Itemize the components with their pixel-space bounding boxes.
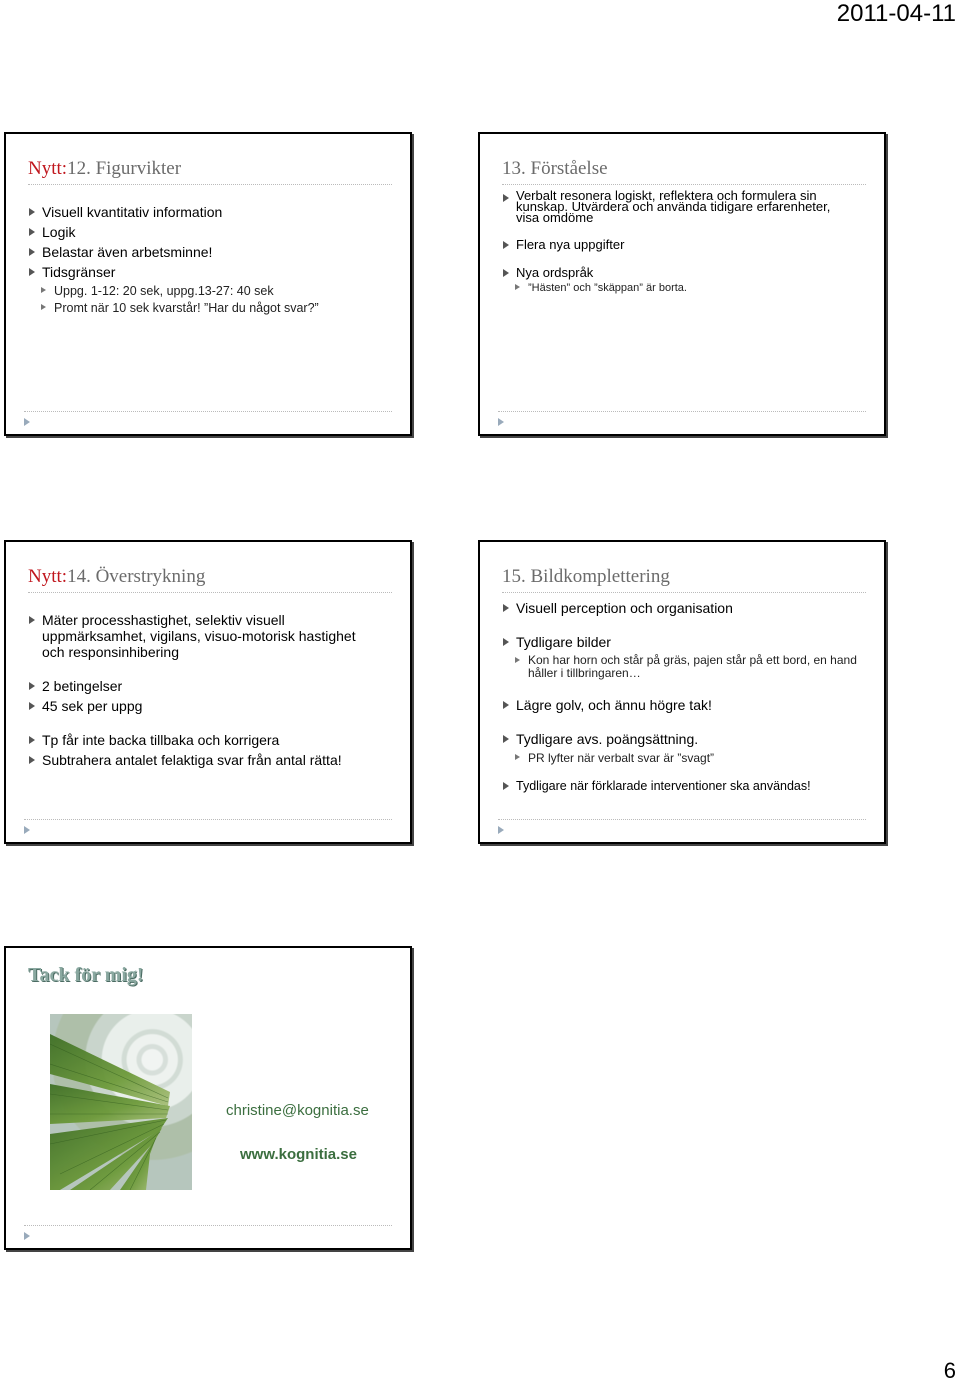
slide-title	[502, 566, 866, 593]
bullet-line: Verbalt resonera logiskt, reflektera och formulera sin	[516, 188, 817, 203]
fern-water-photo	[50, 1014, 192, 1190]
bullet: Subtrahera antalet felaktiga svar från antal rätta!	[28, 752, 380, 768]
slide-14-overstrykning	[4, 540, 412, 844]
slide-thanks	[4, 946, 412, 1250]
contact-email: christine@kognitia.se	[226, 1102, 369, 1119]
slide-body	[28, 612, 380, 772]
footer-arrow-icon	[24, 826, 30, 834]
sub-bullet: Kon har horn och står på gräs, pajen står på ett bord, en hand håller i tillbringaren…	[502, 654, 866, 680]
slide-12-figurvikter	[4, 132, 412, 436]
footer-arrow-icon	[498, 826, 504, 834]
slide-title-text: 15. Bildkomplettering	[502, 566, 670, 587]
sub-bullet: Promt när 10 sek kvarstår! ”Har du något svar?”	[28, 301, 392, 315]
bullet: Tydligare avs. poängsättning.	[502, 731, 866, 747]
footer-divider	[498, 819, 866, 820]
bullet: Nya ordspråk	[502, 265, 866, 281]
slide-title-text: 14. Överstrykning	[67, 566, 206, 587]
bullet: Lägre golv, och ännu högre tak!	[502, 697, 866, 713]
fern-leaf-illustration	[50, 1014, 192, 1190]
bullet: Tydligare bilder	[502, 634, 866, 650]
bullet	[502, 190, 866, 223]
nytt-prefix: Nytt:	[28, 158, 68, 179]
bullet: Flera nya uppgifter	[502, 237, 866, 253]
contact-website: www.kognitia.se	[240, 1146, 357, 1163]
footer-arrow-icon	[498, 418, 504, 426]
bullet: Logik	[28, 224, 392, 240]
footer-divider	[24, 411, 392, 412]
bullet: Visuell perception och organisation	[502, 600, 866, 616]
sub-bullet: PR lyfter när verbalt svar är ”svagt”	[502, 751, 866, 765]
slide-title	[502, 158, 866, 185]
bullet: Tydligare när förklarade interventioner ska användas!	[502, 778, 866, 794]
bullet-line: visa omdöme	[516, 210, 594, 225]
slide-body	[502, 190, 866, 298]
footer-divider	[24, 819, 392, 820]
nytt-prefix: Nytt:	[28, 566, 68, 587]
slide-body	[502, 600, 866, 798]
bullet: Tp får inte backa tillbaka och korrigera	[28, 732, 380, 748]
bullet-line: kunskap. Utvärdera och använda tidigare erfarenheter,	[516, 199, 831, 214]
page-number: 6	[943, 1358, 956, 1383]
bullet: Mäter processhastighet, selektiv visuell uppmärksamhet, vigilans, visuo-motorisk hastighet och responsinhibering	[28, 612, 380, 660]
bullet: 2 betingelser	[28, 678, 380, 694]
footer-divider	[24, 1225, 392, 1226]
footer-divider	[498, 411, 866, 412]
bullet: Visuell kvantitativ information	[28, 204, 392, 220]
footer-arrow-icon	[24, 1232, 30, 1240]
bullet: Tidsgränser	[28, 264, 392, 280]
page-date: 2011-04-11	[836, 0, 956, 27]
sub-bullet: Uppg. 1-12: 20 sek, uppg.13-27: 40 sek	[28, 284, 392, 298]
bullet: 45 sek per uppg	[28, 698, 380, 714]
footer-arrow-icon	[24, 418, 30, 426]
slide-13-forstaelse	[478, 132, 886, 436]
slide-body	[28, 204, 392, 318]
slide-title-text: 12. Figurvikter	[67, 158, 182, 179]
slide-title: Tack för mig!	[28, 964, 144, 986]
bullet: Belastar även arbetsminne!	[28, 244, 392, 260]
slide-title	[28, 158, 392, 185]
slide-title-text: 13. Förståelse	[502, 158, 608, 179]
slide-15-bildkomplettering	[478, 540, 886, 844]
sub-bullet: ”Hästen” och ”skäppan” är borta.	[502, 281, 866, 295]
slide-title	[28, 566, 392, 593]
